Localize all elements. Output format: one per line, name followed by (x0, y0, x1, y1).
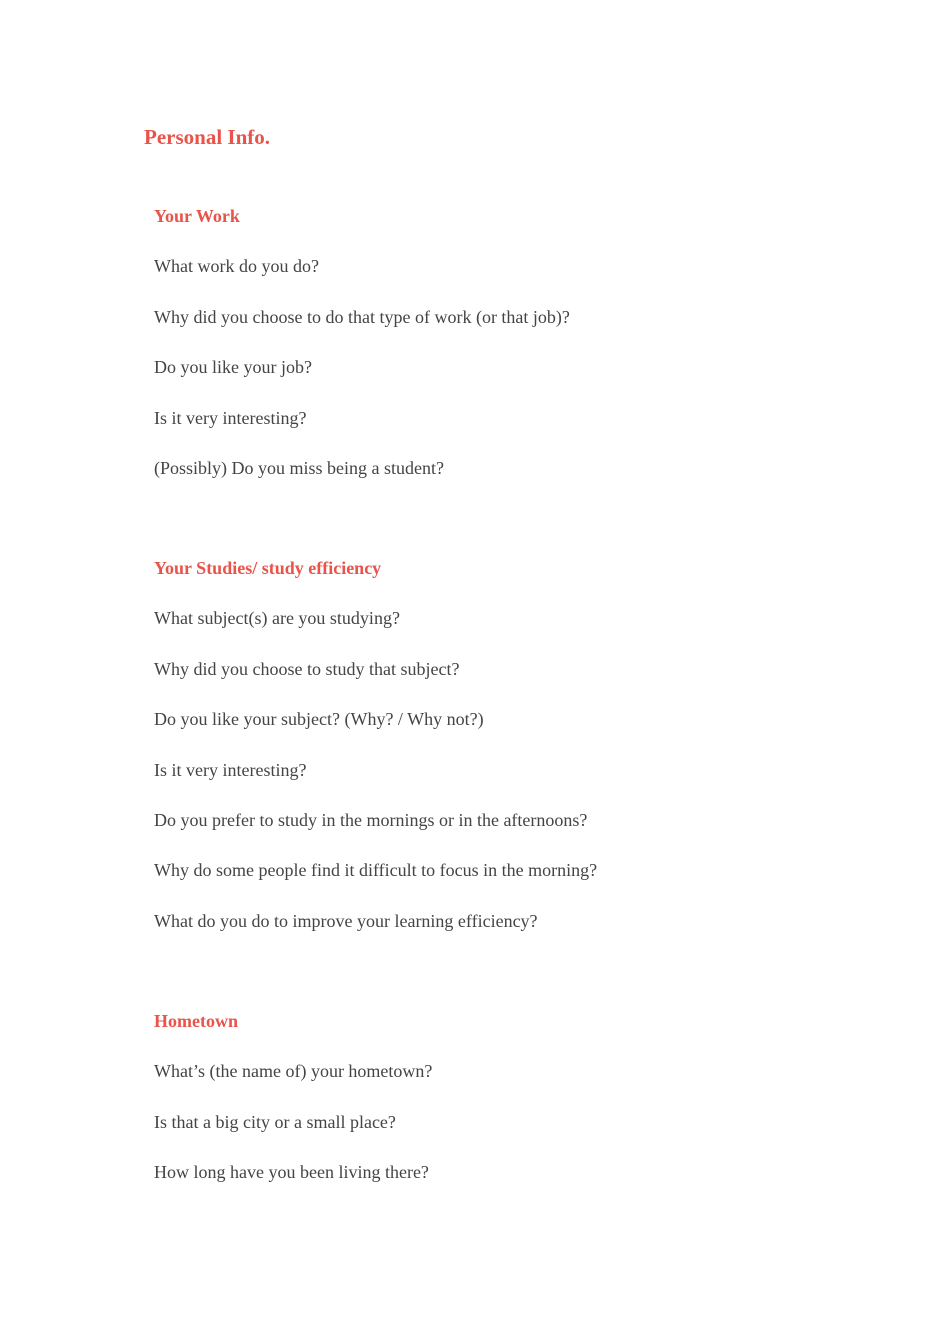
question-item: Is it very interesting? (154, 407, 307, 428)
question-item: (Possibly) Do you miss being a student? (154, 457, 444, 478)
question-item: Do you prefer to study in the mornings or in the afternoons? (154, 809, 588, 830)
question-item: What’s (the name of) your hometown? (154, 1061, 433, 1082)
question-item: What work do you do? (154, 256, 319, 277)
question-item: Do you like your subject? (Why? / Why not?) (154, 709, 484, 730)
section-your-studies (154, 556, 854, 959)
section-your-work (154, 204, 854, 506)
question-item: Why did you choose to study that subject? (154, 658, 460, 679)
question-item: Is that a big city or a small place? (154, 1111, 396, 1132)
question-item: Why do some people find it difficult to focus in the morning? (154, 860, 598, 881)
section-heading: Your Studies/ study efficiency (154, 558, 382, 578)
section-heading: Your Work (154, 206, 240, 226)
page-title: Personal Info. (144, 125, 270, 149)
question-item: What do you do to improve your learning efficiency? (154, 910, 538, 931)
question-item: Do you like your job? (154, 357, 312, 378)
question-item: What subject(s) are you studying? (154, 608, 400, 629)
section-heading: Hometown (154, 1011, 238, 1031)
question-item: Why did you choose to do that type of work (or that job)? (154, 306, 570, 327)
section-hometown (154, 1009, 854, 1211)
question-item: How long have you been living there? (154, 1162, 429, 1183)
question-item: Is it very interesting? (154, 759, 307, 780)
